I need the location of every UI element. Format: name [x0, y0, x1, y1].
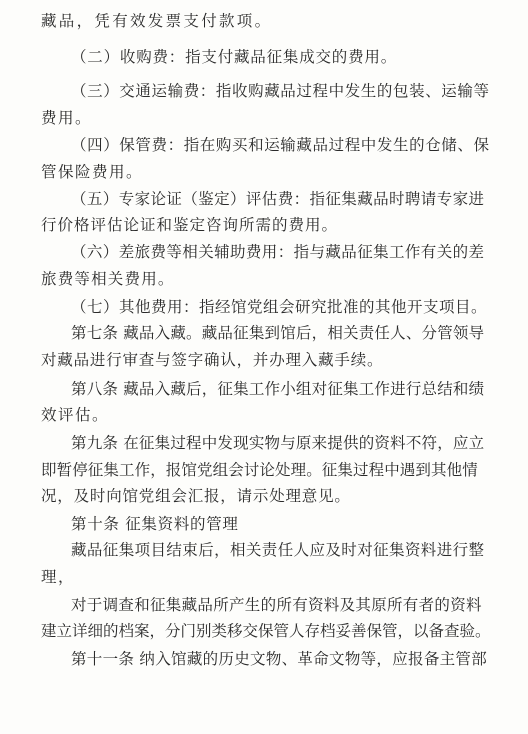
text-line: 即暂停征集工作，报馆党组会讨论处理。征集过程中遇到其他情 [41, 461, 478, 479]
text-line: 对藏品进行审查与签字确认，并办理入藏手续。 [41, 351, 384, 369]
text-line: 管保险费用。 [41, 163, 144, 181]
text-line: 况，及时向馆党组会汇报，请示处理意见。 [41, 487, 351, 505]
text-line: （五）专家论证（鉴定）评估费：指征集藏品时聘请专家进 [71, 190, 485, 208]
text-line: （三）交通运输费：指收购藏品过程中发生的包装、运输等 [71, 82, 490, 100]
text-line: （四）保管费：指在购买和运输藏品过程中发生的仓储、保 [71, 136, 490, 154]
text-line: 理， [41, 568, 76, 586]
text-line: （二）收购费：指支付藏品征集成交的费用。 [71, 48, 398, 66]
text-line: 旅费等相关费用。 [41, 270, 175, 288]
text-line: 藏品征集项目结束后，相关责任人应及时对征集资料进行整 [71, 541, 485, 559]
text-line: 效评估。 [41, 406, 110, 424]
text-line: 行价格评估论证和鉴定咨询所需的费用。 [41, 216, 339, 234]
text-line: （六）差旅费等相关辅助费用：指与藏品征集工作有关的差 [71, 243, 485, 261]
text-line: 第十一条 纳入馆藏的历史文物、革命文物等，应报备主管部 [71, 650, 488, 668]
text-line: 第七条 藏品入藏。藏品征集到馆后，相关责任人、分管领导 [71, 324, 485, 342]
text-line: 第八条 藏品入藏后，征集工作小组对征集工作进行总结和绩 [71, 380, 485, 398]
text-line: 对于调查和征集藏品所产生的所有资料及其原所有者的资料 [71, 596, 482, 614]
text-line: （七）其他费用：指经馆党组会研究批准的其他开支项目。 [71, 298, 488, 316]
text-line: 第十条 征集资料的管理 [71, 515, 239, 533]
text-line: 费用。 [41, 109, 93, 127]
text-line: 建立详细的档案，分门别类移交保管人存档妥善保管，以备查验。 [41, 622, 491, 640]
text-line: 第九条 在征集过程中发现实物与原来提供的资料不符，应立 [71, 434, 485, 452]
text-line: 藏品，凭有效发票支付款项。 [41, 12, 273, 30]
